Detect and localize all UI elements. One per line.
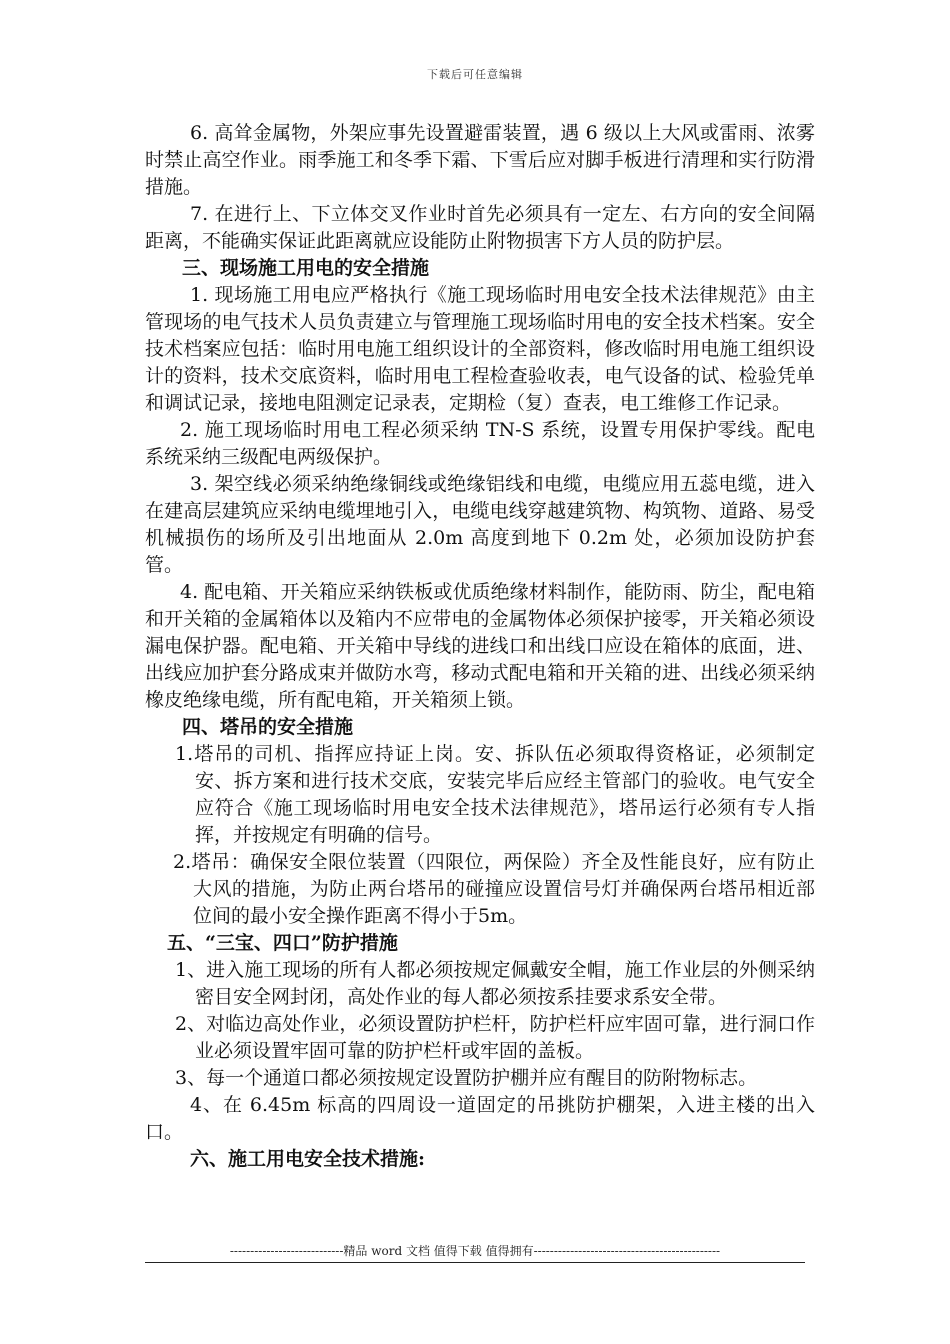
section-4-item-1: 1.塔吊的司机、指挥应持证上岗。安、拆队伍必须取得资格证，必须制定安、拆方案和进行技术交底，安装完毕后应经主管部门的验收。电气安全应符合《施工现场临时用电安全技术法律规范》，塔吊运行必须有专人指挥，并按规定有明确的信号。 [175, 743, 815, 846]
footer-divider [145, 1262, 805, 1263]
section-3-title: 三、现场施工用电的安全措施 [182, 257, 430, 279]
section-5-item-3: 3、每一个通道口都必须按规定设置防护棚并应有醒目的防附物标志。 [175, 1067, 758, 1089]
section-6-title: 六、施工用电安全技术措施: [190, 1148, 426, 1170]
section-3-item-1: 1. 现场施工用电应严格执行《施工现场临时用电安全技术法律规范》由主管现场的电气技术人员负责建立与管理施工现场临时用电的安全技术档案。安全技术档案应包括：临时用电施工组织设计的全部资料，修改临时用电施工组织设计的资料，技术交底资料，临时用电工程检查验收表，电气设备的试、检验凭单和调试记录，接地电阻测定记录表，定期检（复）查表，电工维修工作记录。 [145, 284, 815, 414]
section-3-item-4: 4. 配电箱、开关箱应采纳铁板或优质绝缘材料制作，能防雨、防尘，配电箱和开关箱的金属箱体以及箱内不应带电的金属物体必须保护接零，开关箱必须设漏电保护器。配电箱、开关箱中导线的进线口和出线口应设在箱体的底面，进、出线应加护套分路成束并做防水弯，移动式配电箱和开关箱的进、出线必须采纳橡皮绝缘电缆，所有配电箱，开关箱须上锁。 [145, 581, 815, 711]
document-body [145, 120, 815, 1173]
section-5-item-1: 1、进入施工现场的所有人都必须按规定佩戴安全帽，施工作业层的外侧采纳密目安全网封闭，高处作业的每人都必须按系挂要求系安全带。 [175, 959, 815, 1008]
page-header: 下载后可任意编辑 [427, 68, 523, 81]
section-5-title: 五、“三宝、四口”防护措施 [167, 932, 398, 954]
section-4-item-2: 2.塔吊：确保安全限位装置（四限位，两保险）齐全及性能良好，应有防止大风的措施，为防止两台塔吊的碰撞应设置信号灯并确保两台塔吊相近部位间的最小安全操作距离不得小于5m。 [173, 851, 815, 927]
section-4-title: 四、塔吊的安全措施 [182, 716, 354, 738]
paragraph-7: 7. 在进行上、下立体交叉作业时首先必须具有一定左、右方向的安全间隔距离，不能确实保证此距离就应设能防止附物损害下方人员的防护层。 [145, 203, 815, 252]
paragraph-6: 6. 高耸金属物，外架应事先设置避雷装置，遇 6 级以上大风或雷雨、浓雾时禁止高空作业。雨季施工和冬季下霜、下雪后应对脚手板进行清理和实行防滑措施。 [145, 122, 815, 198]
section-5-item-2: 2、对临边高处作业，必须设置防护栏杆，防护栏杆应牢固可靠，进行洞口作业必须设置牢固可靠的防护栏杆或牢固的盖板。 [175, 1013, 815, 1062]
page-footer: ----------------------------精品 word 文档 值得下载 值得拥有---------------------------------------------- [229, 1244, 721, 1258]
section-3-item-2: 2. 施工现场临时用电工程必须采纳 TN-S 系统，设置专用保护零线。配电系统采纳三级配电两级保护。 [145, 419, 815, 468]
section-3-item-3: 3. 架空线必须采纳绝缘铜线或绝缘铝线和电缆，电缆应用五蕊电缆，进入在建高层建筑应采纳电缆埋地引入，电缆电线穿越建筑物、构筑物、道路、易受机械损伤的场所及引出地面从 2.0m 高度到地下 0.2m 处，必须加设防护套管。 [145, 473, 815, 576]
section-5-item-4: 4、在 6.45m 标高的四周设一道固定的吊挑防护棚架，入进主楼的出入口。 [145, 1094, 815, 1143]
